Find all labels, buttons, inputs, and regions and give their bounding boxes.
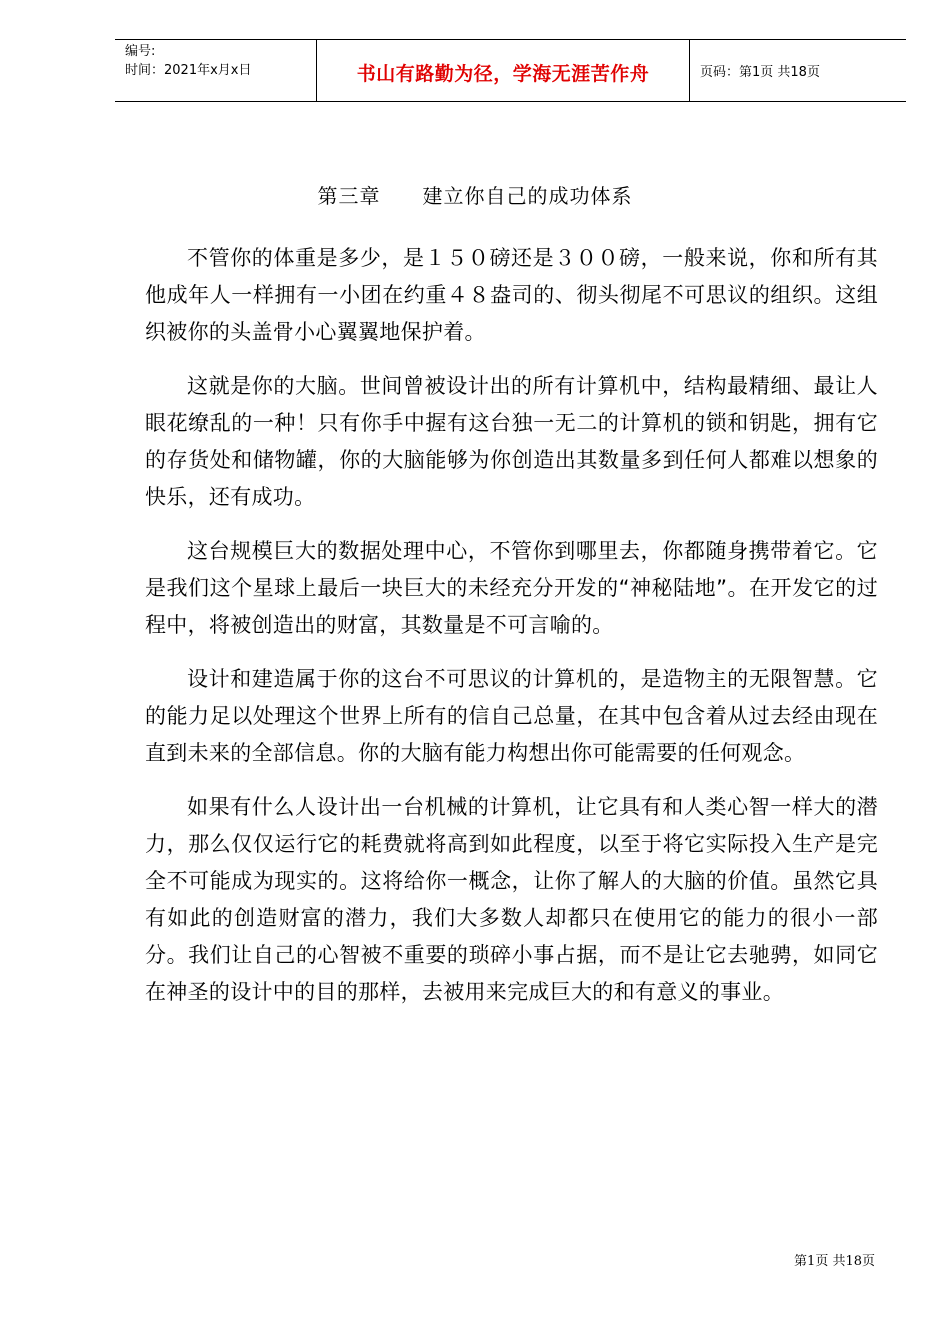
header-meta bbox=[125, 42, 251, 80]
time-label: 时间：2021年x月x日 bbox=[125, 63, 252, 78]
number-label: 编号: bbox=[125, 44, 156, 59]
paragraph: 这就是你的大脑。世间曾被设计出的所有计算机中，结构最精细、最让人眼花缭乱的一种！只有你手中握有这台独一无二的计算机的锁和钥匙，拥有它的存货处和储物罐，你的大脑能够为你创造出其数量多到任何人都难以想象的快乐，还有成功。 bbox=[145, 374, 878, 509]
page-footer: 第1页 共18页 bbox=[794, 1254, 875, 1269]
header-page-number: 页码：第1页 共18页 bbox=[700, 65, 820, 80]
paragraph: 如果有什么人设计出一台机械的计算机，让它具有和人类心智一样大的潜力，那么仅仅运行它的耗费就将高到如此程度，以至于将它实际投入生产是完全不可能成为现实的。这将给你一概念，让你了解人的大脑的价值。虽然它具有如此的创造财富的潜力，我们大多数人却都只在使用它的能力的很小一部分。我们让自己的心智被不重要的琐碎小事占据，而不是让它去驰骋，如同它在神圣的设计中的目的那样，去被用来完成巨大的和有意义的事业。 bbox=[145, 795, 878, 1004]
paragraph: 这台规模巨大的数据处理中心，不管你到哪里去，你都随身携带着它。它是我们这个星球上最后一块巨大的未经充分开发的“神秘陆地”。在开发它的过程中，将被创造出的财富，其数量是不可言喻的。 bbox=[145, 539, 878, 637]
header-motto: 书山有路勤为径，学海无涯苦作舟 bbox=[356, 63, 650, 85]
document-body bbox=[145, 240, 878, 1028]
paragraph: 不管你的体重是多少，是１５０磅还是３００磅，一般来说，你和所有其他成年人一样拥有一小团在约重４８盎司的、彻头彻尾不可思议的组织。这组织被你的头盖骨小心翼翼地保护着。 bbox=[145, 246, 878, 344]
chapter-title: 第三章 建立你自己的成功体系 bbox=[317, 184, 633, 208]
header-divider bbox=[689, 40, 690, 101]
paragraph: 设计和建造属于你的这台不可思议的计算机的，是造物主的无限智慧。它的能力足以处理这个世界上所有的信自己总量，在其中包含着从过去经由现在直到未来的全部信息。你的大脑有能力构想出你可能需要的任何观念。 bbox=[145, 667, 878, 765]
page-header bbox=[115, 39, 906, 102]
